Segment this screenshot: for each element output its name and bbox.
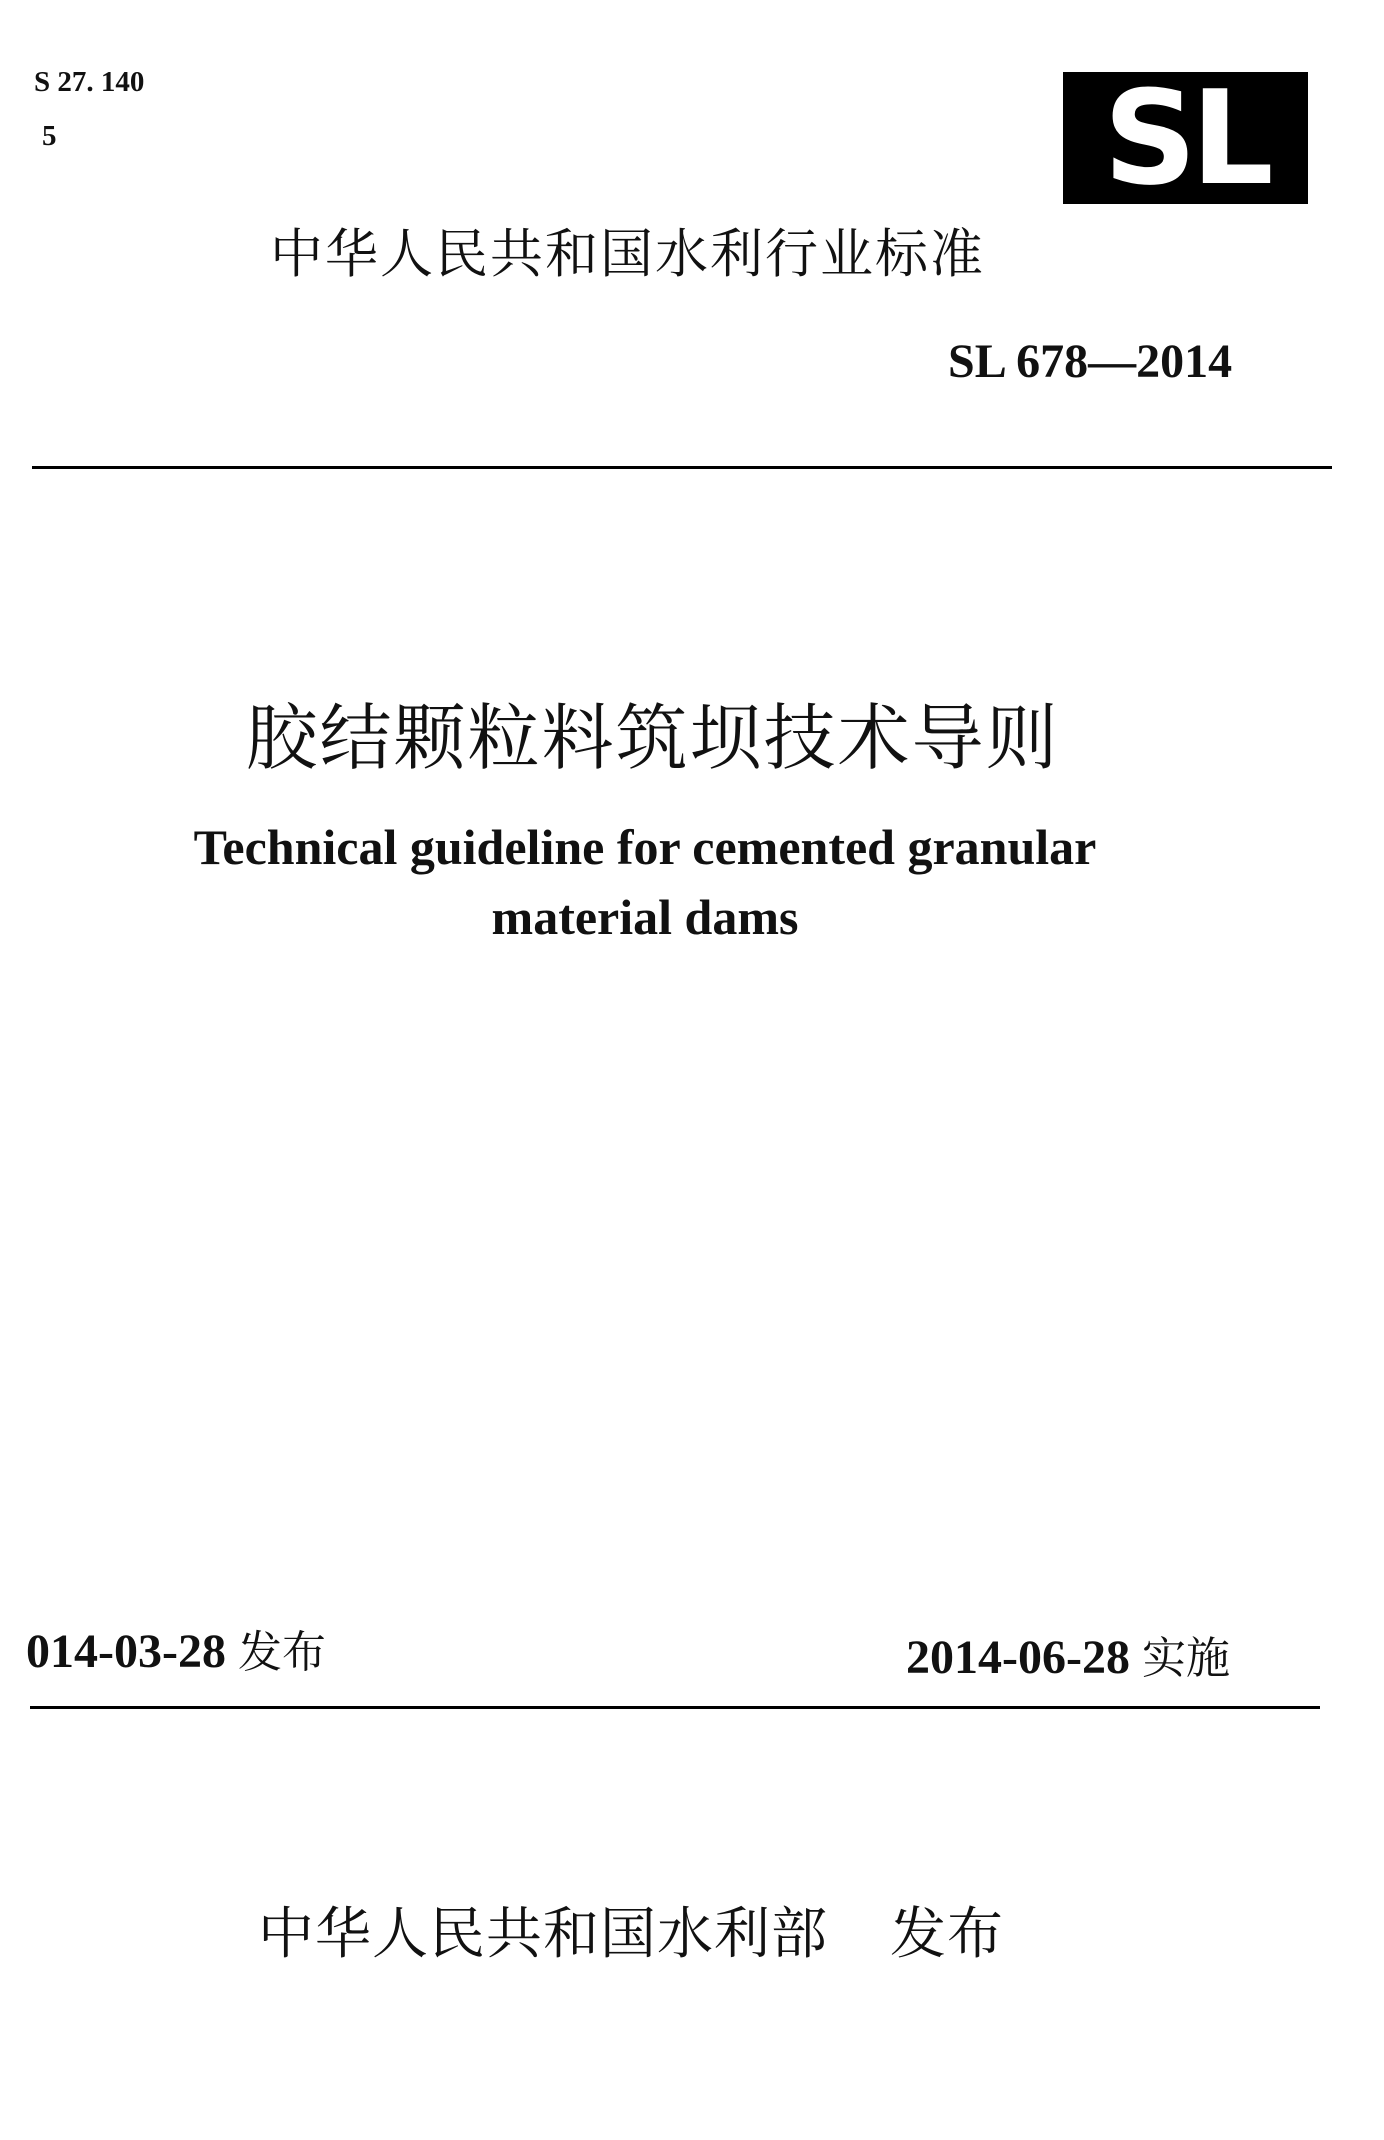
effective-date: 2014-06-28 bbox=[906, 1631, 1130, 1684]
bottom-divider bbox=[30, 1706, 1320, 1709]
standard-type: 中华人民共和国水利行业标准 bbox=[270, 224, 985, 285]
title-english-line2: material dams bbox=[491, 889, 799, 945]
issue-date-block bbox=[26, 1616, 326, 1680]
top-divider bbox=[32, 466, 1332, 469]
ccs-code: 5 bbox=[42, 120, 57, 152]
ics-code: S 27. 140 bbox=[34, 66, 145, 98]
standard-number: SL 678—2014 bbox=[948, 335, 1233, 388]
sl-logo: SL bbox=[1063, 72, 1308, 204]
publisher-line bbox=[258, 1890, 1004, 1970]
publisher-action: 发布 bbox=[890, 1902, 1004, 1967]
title-english-line1: Technical guideline for cemented granular bbox=[193, 819, 1097, 875]
title-chinese: 胶结颗粒料筑坝技术导则 bbox=[245, 696, 1060, 780]
publisher-name: 中华人民共和国水利部 bbox=[258, 1902, 828, 1967]
issue-label: 发布 bbox=[237, 1627, 326, 1678]
effective-date-block bbox=[906, 1622, 1230, 1686]
effective-label: 实施 bbox=[1141, 1633, 1230, 1684]
issue-date: 014-03-28 bbox=[26, 1625, 226, 1678]
